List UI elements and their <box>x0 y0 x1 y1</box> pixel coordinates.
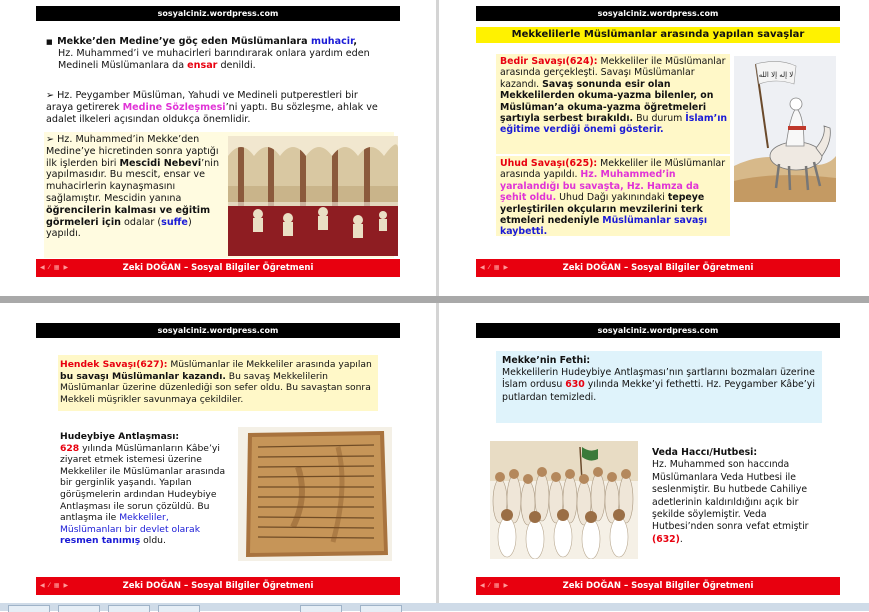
banner-inscription: لا إله إلا الله <box>758 71 794 79</box>
manuscript-image <box>238 427 392 561</box>
horseman-illustration <box>734 56 836 202</box>
arrow-bullet-icon: ➢ <box>46 134 58 145</box>
bedir-text: Bedir Savaşı(624): Mekkeliler ile Müslümanlar arasında gerçekleşti. Savaşı Müslümanlar kazandı. Savaş sonunda esir olan Mekkelilerden okuma-yazma bilenler, on Müslüman’a okuma-yazma öğretmeleri şartıyla serbest bırakıldı. Bu durum İslam’ın eğitime verdiği önemi gösterir. <box>500 56 728 136</box>
slide-footer: ◀ ⁄ ▦ ▶ Zeki DOĞAN – Sosyal Bilgiler Öğretmeni <box>476 259 840 277</box>
mosque-photo <box>228 136 398 256</box>
vertical-divider-lower <box>436 303 439 603</box>
bullet-muhacir: ■ Mekke’den Medine’ye göç eden Müslümanlara muhacir, Hz. Muhammed’i ve muhacirleri barındırarak onlara yardım eden Medineli Müslümanlara da ensar denildi. <box>46 36 370 71</box>
slide-url-bar: sosyalciniz.wordpress.com <box>36 6 400 21</box>
pilgrims-illustration <box>490 441 638 559</box>
slide-1[interactable] <box>36 6 400 277</box>
arrow-bullet-icon: ➢ <box>46 90 58 101</box>
slide-footer: ◀ ⁄ ▦ ▶ Zeki DOĞAN – Sosyal Bilgiler Öğretmeni <box>36 259 400 277</box>
slide-footer: ◀ ⁄ ▦ ▶ Zeki DOĞAN – Sosyal Bilgiler Öğretmeni <box>476 577 840 595</box>
vertical-divider <box>436 0 439 297</box>
slide-url-bar: sosyalciniz.wordpress.com <box>36 323 400 338</box>
slide-4[interactable] <box>476 323 840 595</box>
slide-title: Mekkelilerle Müslümanlar arasında yapılan savaşlar <box>476 27 840 43</box>
slide-url-bar: sosyalciniz.wordpress.com <box>476 323 840 338</box>
slide-footer: ◀ ⁄ ▦ ▶ Zeki DOĞAN – Sosyal Bilgiler Öğretmeni <box>36 577 400 595</box>
bullet-mescidi-nebevi: ➢ Hz. Muhammed’in Mekke’den Medine’ye hicretinden sonra yaptığı ilk işlerden biri Mescidi Nebevi’nin yapılmasıdır. Bu mescit, ensar ve muhacirlerin kaynaşmasını sağlamıştır. Mescidin yanına öğrencilerin kalması ve eğitim görmeleri için odalar (suffe) yapıldı. <box>46 134 220 240</box>
uhud-text: Uhud Savaşı(625): Mekkeliler ile Müslümanlar arasında yapıldı. Hz. Muhammed’in yaralandığı bu savaşta, Hz. Hamza da şehit oldu. Uhud Dağı yakınındaki tepeye yerleştirilen okçuların mevzilerini terk etmeleri nedeniyle Müslümanlar savaşı kaybetti. <box>500 158 726 238</box>
veda-title: Veda Haccı/Hutbesi: <box>652 447 758 458</box>
fetih-title: Mekke’nin Fethi: <box>502 355 591 366</box>
hendek-text: Hendek Savaşı(627): Müslümanlar ile Mekkeliler arasında yapılan bu savaşı Müslümanlar kazandı. Bu savaş Mekkelilerin Müslümanlar üzerine düzenlediği son sefer oldu. Bu savaştan sonra Mekkeli müşrikler savunmaya çekildiler. <box>60 359 372 405</box>
veda-text: Veda Haccı/Hutbesi: Hz. Muhammed son haccında Müslümanlara Veda Hutbesi ile seslenmiştir. Bu hutbede Cahiliye adetlerinin kaldırıldığını açık bir şekilde söylemiştir. Veda Hutbesi’nden sonra vefat etmiştir (632). <box>652 447 809 545</box>
hudeybiye-title: Hudeybiye Antlaşması: <box>60 431 180 442</box>
slide-nav-icons[interactable]: ◀ ⁄ ▦ ▶ <box>480 264 510 271</box>
fetih-text: Mekke’nin Fethi: Mekkelilerin Hudeybiye Antlaşması’nın şartlarını bozmaları üzerine İslam ordusu 630 yılında Mekke’yi fethetti. Hz. Peygamber Kâbe’yi putlardan temizledi. <box>502 355 815 403</box>
slide-3[interactable] <box>36 323 400 595</box>
hudeybiye-text: Hudeybiye Antlaşması: 628 yılında Müslümanların Kâbe’yi ziyaret etmek istemesi üzerine Mekkeliler ile Müslümanlar arasında bir gerginlik yaşandı. Yapılan görüşmelerin ardından Hudeybiye Antlaşması ile sorun çözüldü. Bu antlaşma ile Mekkeliler, Müslümanları bir devlet olarak resmen tanımış oldu. <box>60 431 226 547</box>
slide-2[interactable] <box>476 6 840 277</box>
square-bullet-icon: ■ <box>46 38 58 46</box>
slide-nav-icons[interactable]: ◀ ⁄ ▦ ▶ <box>40 582 70 589</box>
horizontal-divider <box>0 296 869 303</box>
bullet-medine-sozlesmesi: ➢ Hz. Peygamber Müslüman, Yahudi ve Medineli putperestleri bir araya getirerek Medine Sözleşmesi’ni yaptı. Bu sözleşme, ahlak ve adalet ilkeleri açısından oldukça önemlidir. <box>46 90 378 125</box>
slide-url-bar: sosyalciniz.wordpress.com <box>476 6 840 21</box>
slide-nav-icons[interactable]: ◀ ⁄ ▦ ▶ <box>480 582 510 589</box>
slide-nav-icons[interactable]: ◀ ⁄ ▦ ▶ <box>40 264 70 271</box>
